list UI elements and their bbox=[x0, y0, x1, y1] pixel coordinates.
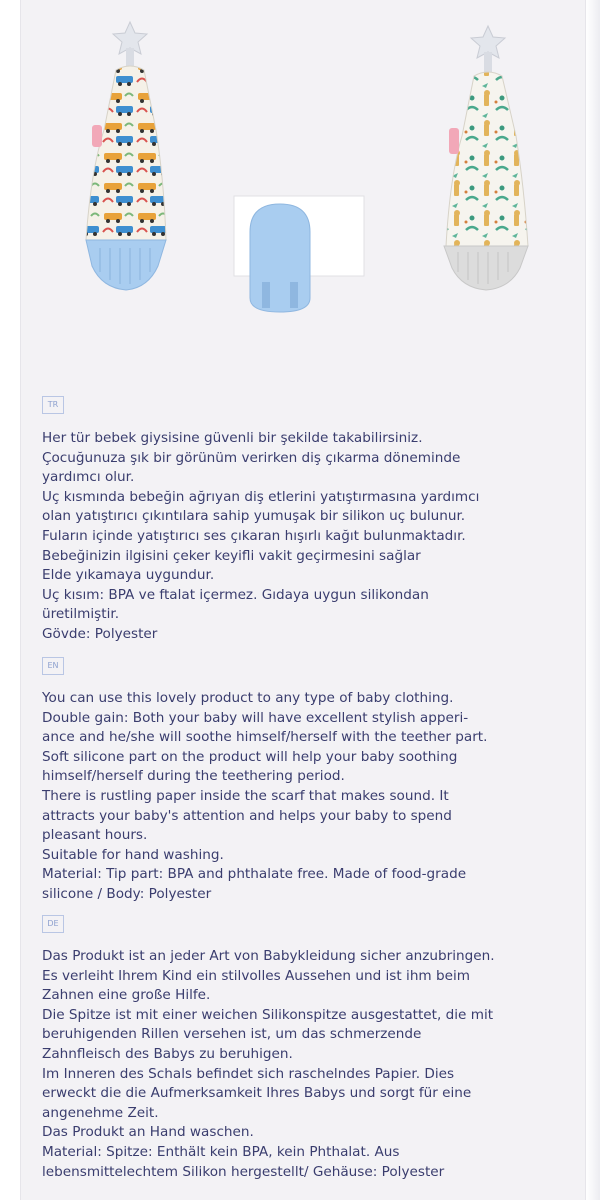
tr-line: olan yatıştırıcı çıkıntılara sahip yumuşak bir silikon uç bulunur. bbox=[42, 508, 466, 525]
tr-line: üretilmiştir. bbox=[42, 606, 120, 623]
en-line: Double gain: Both your baby will have excellent stylish apperi- bbox=[42, 709, 469, 726]
tr-line: yardımcı olur. bbox=[42, 469, 135, 486]
de-line: Zahnen eine große Hilfe. bbox=[42, 987, 211, 1004]
en-line: There is rustling paper inside the scarf that makes sound. It bbox=[42, 787, 449, 804]
en-line: himself/herself during the teethering period. bbox=[42, 768, 345, 785]
de-line: Material: Spitze: Enthält kein BPA, kein Phthalat. Aus bbox=[42, 1143, 400, 1160]
tr-line: Uç kısım: BPA ve ftalat içermez. Gıdaya uygun silikondan bbox=[42, 586, 429, 603]
language-badge-en: EN bbox=[42, 657, 64, 675]
de-line: Es verleiht Ihrem Kind ein stilvolles Aussehen und ist ihm beim bbox=[42, 967, 471, 984]
de-line: Das Produkt an Hand waschen. bbox=[42, 1124, 254, 1141]
de-line: angenehme Zeit. bbox=[42, 1104, 159, 1121]
left-teether-scarf bbox=[86, 22, 166, 290]
en-line: Suitable for hand washing. bbox=[42, 846, 224, 863]
english-description bbox=[42, 689, 562, 905]
de-line: lebensmittelechtem Silikon hergestellt/ Gehäuse: Polyester bbox=[42, 1163, 445, 1180]
en-line: attracts your baby's attention and helps your baby to spend bbox=[42, 807, 452, 824]
language-badge-tr: TR bbox=[42, 396, 64, 414]
tr-line: Bebeğinizin ilgisini çeker keyifli vakit geçirmesini sağlar bbox=[42, 547, 421, 564]
en-line: You can use this lovely product to any type of baby clothing. bbox=[42, 690, 454, 706]
language-badge-de: DE bbox=[42, 915, 64, 933]
en-line: ance and he/she will soothe himself/herself with the teether part. bbox=[42, 729, 488, 746]
silicone-clip-detail bbox=[234, 196, 364, 312]
de-line: Die Spitze ist mit einer weichen Silikonspitze ausgestattet, die mit bbox=[42, 1006, 494, 1023]
en-line: pleasant hours. bbox=[42, 827, 148, 844]
de-line: Im Inneren des Schals befindet sich raschelndes Papier. Dies bbox=[42, 1065, 455, 1082]
tr-line: Çocuğunuza şık bir görünüm verirken diş çıkarma döneminde bbox=[42, 449, 461, 466]
tr-line: Fuların içinde yatıştırıcı ses çıkaran hışırlı kağıt bulunmaktadır. bbox=[42, 527, 466, 544]
en-line: silicone / Body: Polyester bbox=[42, 885, 212, 902]
product-illustrations bbox=[0, 0, 600, 340]
de-line: Das Produkt ist an jeder Art von Babykleidung sicher anzubringen. bbox=[42, 948, 495, 964]
turkish-description bbox=[42, 429, 562, 645]
en-line: Material: Tip part: BPA and phthalate free. Made of food-grade bbox=[42, 866, 467, 883]
en-line: Soft silicone part on the product will help your baby soothing bbox=[42, 748, 458, 765]
de-line: beruhigenden Rillen versehen ist, um das schmerzende bbox=[42, 1026, 422, 1043]
tr-line: Her tür bebek giysisine güvenli bir şekilde takabilirsiniz. bbox=[42, 430, 423, 446]
tr-line: Uç kısmında bebeğin ağrıyan diş etlerini yatıştırmasına yardımcı bbox=[42, 488, 480, 505]
de-line: erweckt die die Aufmerksamkeit Ihres Babys und sorgt für eine bbox=[42, 1085, 472, 1102]
right-teether-scarf bbox=[444, 26, 528, 290]
de-line: Zahnfleisch des Babys zu beruhigen. bbox=[42, 1045, 293, 1062]
tr-line: Elde yıkamaya uygundur. bbox=[42, 567, 215, 584]
german-description bbox=[42, 947, 562, 1182]
tr-line: Gövde: Polyester bbox=[42, 625, 158, 642]
